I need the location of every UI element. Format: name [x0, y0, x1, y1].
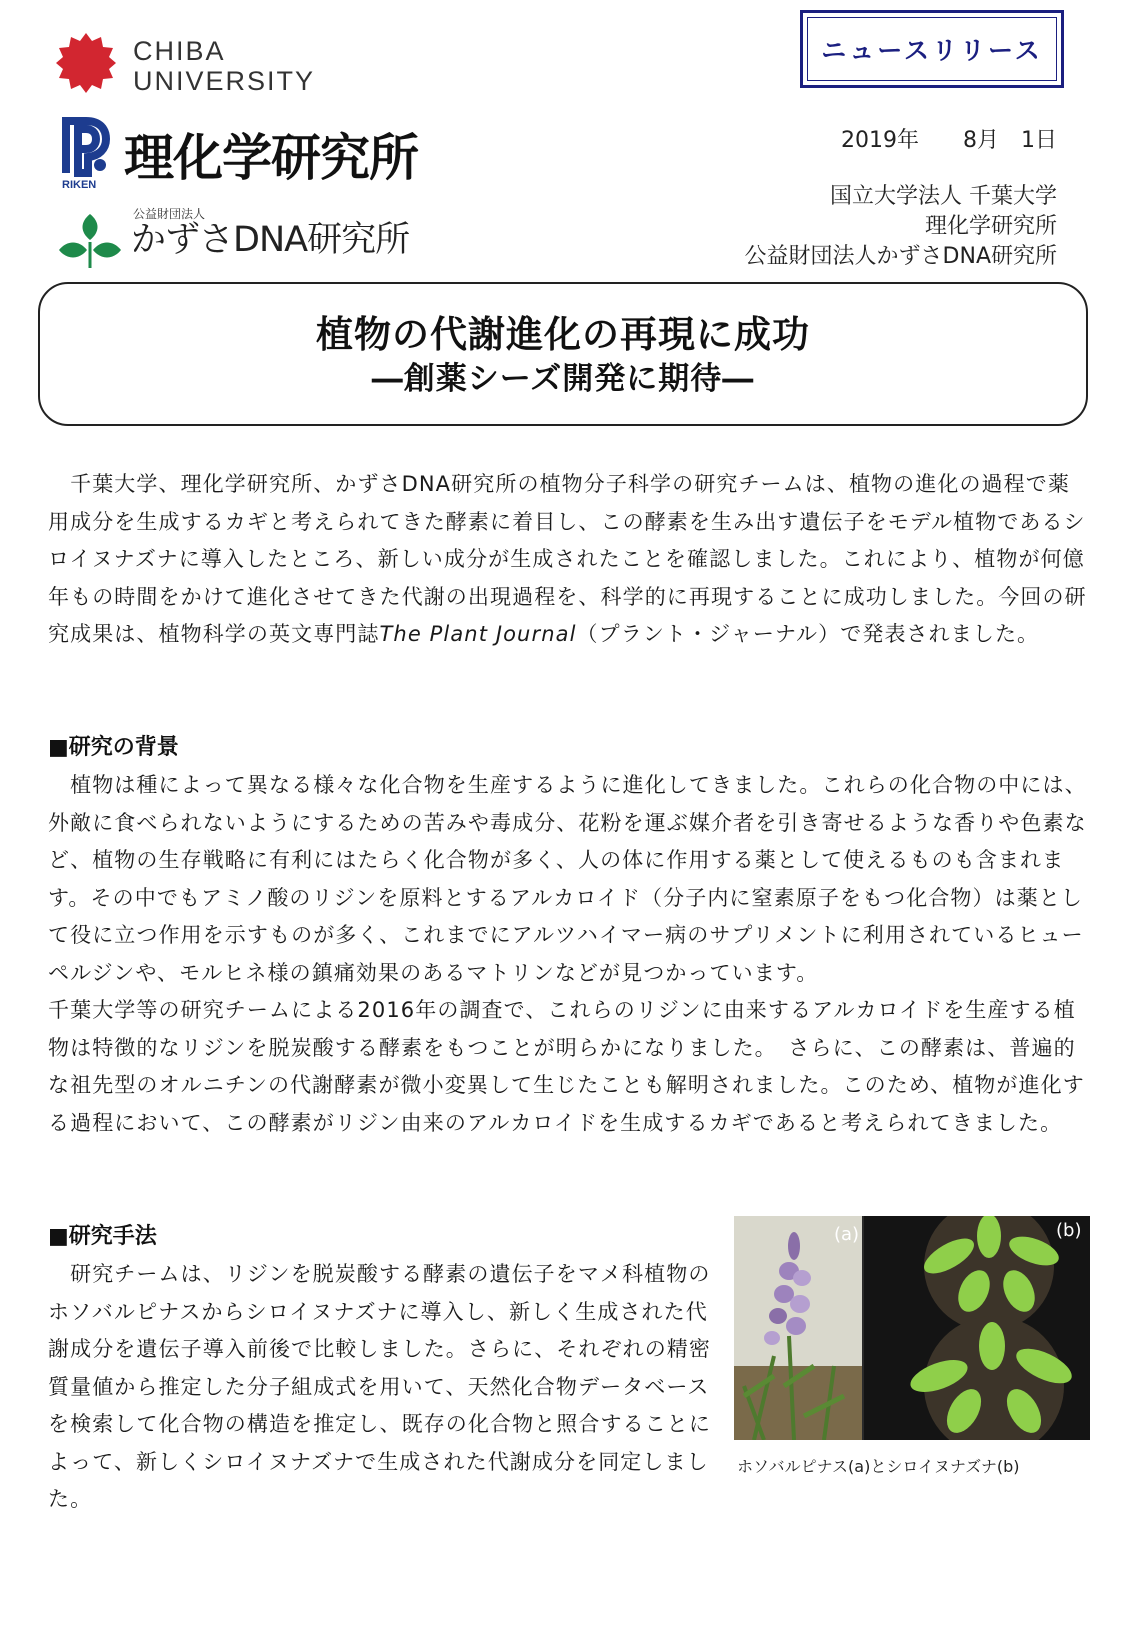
- page-subtitle: ―創薬シーズ開発に期待―: [371, 361, 755, 397]
- release-date: 2019年 8月 1日: [841, 128, 1057, 153]
- background-paragraph-1: 植物は種によって異なる様々な化合物を生産するように進化してきました。これらの化合物の中には、外敵に食べられないようにするための苦みや毒成分、花粉を運ぶ媒介者を引き寄せるような香りや色素など、植物の生存戦略に有利にはたらく化合物が多く、人の体に作用する薬として使えるものも含まれます。その中でもアミノ酸のリジンを原料とするアルカロイド（分子内に窒素原子をもつ化合物）は薬として役に立つ作用を示すものが多く、これまでにアルツハイマー病のサプリメントに利用されているヒューペルジンや、モルヒネ様の鎮痛効果のあるマトリンなどが見つかっています。: [48, 773, 1087, 985]
- kazusa-logo-text: かずさDNA研究所: [131, 220, 410, 260]
- background-section-body: [48, 767, 1088, 1142]
- riken-logo-icon: [60, 115, 110, 190]
- intro-text-after: （プラント・ジャーナル）で発表されました。: [576, 622, 1040, 646]
- section-heading-method: ■研究手法: [48, 1224, 157, 1249]
- news-release-badge: [800, 10, 1064, 88]
- photo-label-b: (b): [1056, 1220, 1082, 1241]
- chiba-university-logo: [133, 36, 315, 96]
- chiba-logo-line1: CHIBA: [133, 36, 226, 66]
- photo-caption: ホソバルピナス(a)とシロイヌナズナ(b): [737, 1457, 1020, 1476]
- organization-kazusa: 公益財団法人かずさDNA研究所: [744, 244, 1057, 269]
- plant-photo: [734, 1216, 1090, 1440]
- kazusa-logo-small-text: 公益財団法人: [133, 207, 206, 221]
- page-title: 植物の代謝進化の再現に成功: [316, 313, 810, 356]
- photo-label-a: (a): [834, 1224, 860, 1245]
- riken-wordmark: RIKEN: [62, 179, 97, 190]
- chiba-logo-line2: UNIVERSITY: [133, 66, 316, 96]
- background-paragraph-2: 千葉大学等の研究チームによる2016年の調査で、これらのリジンに由来するアルカロイドを生産する植物は特徴的なリジンを脱炭酸する酵素をもつことが明らかになりました。 さらに、この酵素は、普遍的な祖先型のオルニチンの代謝酵素が微小変異して生じたことも解明されました。このため、植物が進化する過程において、この酵素がリジン由来のアルカロイドを生成するカギであると考えられてきました。: [48, 998, 1085, 1135]
- news-release-label: ニュースリリース: [821, 36, 1043, 65]
- journal-name: The Plant Journal: [379, 622, 577, 646]
- section-heading-background: ■研究の背景: [48, 735, 179, 760]
- plant-photo-image: [734, 1216, 1090, 1440]
- kazusa-leaf-logo-icon: [55, 210, 125, 270]
- title-box: [38, 282, 1088, 426]
- organization-riken: 理化学研究所: [924, 214, 1057, 239]
- intro-paragraph: [48, 466, 1088, 654]
- organization-chiba: 国立大学法人 千葉大学: [830, 184, 1057, 209]
- riken-logo-text: 理化学研究所: [124, 129, 418, 187]
- organization-list: [745, 182, 1057, 272]
- intro-text-before: 千葉大学、理化学研究所、かずさDNA研究所の植物分子科学の研究チームは、植物の進化の過程で薬用成分を生成するカギと考えられてきた酵素に着目し、この酵素を生み出す遺伝子をモデル植物であるシロイヌナズナに導入したところ、新しい成分が生成されたことを確認しました。これにより、植物が何億年もの時間をかけて進化させてきた代謝の出現過程を、科学的に再現することに成功しました。今回の研究成果は、植物科学の英文専門誌: [48, 472, 1087, 646]
- method-paragraph: 研究チームは、リジンを脱炭酸する酵素の遺伝子をマメ科植物のホソバルピナスからシロイヌナズナに導入し、新しく生成された代謝成分を遺伝子導入前後で比較しました。さらに、それぞれの精密質量値から推定した分子組成式を用いて、天然化合物データベースを検索して化合物の構造を推定し、既存の化合物と照合することによって、新しくシロイヌナズナで生成された代謝成分を同定しました。: [48, 1262, 711, 1511]
- chiba-university-seal-icon: [55, 32, 117, 94]
